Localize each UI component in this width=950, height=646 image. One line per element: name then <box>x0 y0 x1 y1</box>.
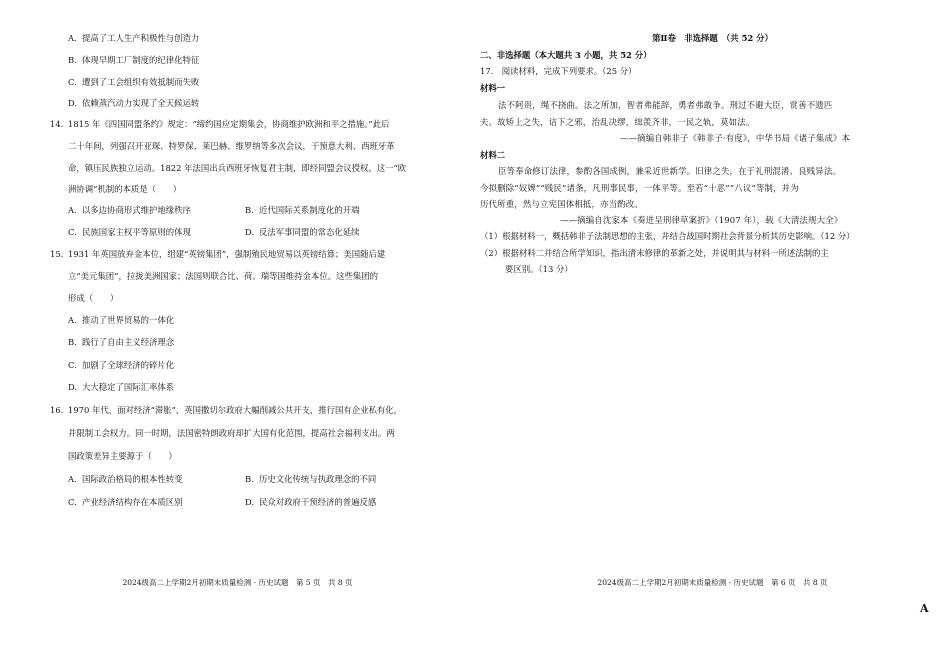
q15-stem-line: 立“美元集团”，拉拢美洲国家；法国则联合比、荷、瑞等国维持金本位。这些集团的 <box>68 271 379 281</box>
q17-intro: 17. 阅读材料，完成下列要求。（25 分） <box>480 66 637 76</box>
q13-option-d[interactable]: D. 依赖蒸汽动力实现了全天候运转 <box>68 98 200 108</box>
material-2-line: 臣等奉命修订法律，参酌各国成例，兼采近世新学。旧律之失，在于礼刑混淆、良贱异法。 <box>498 166 841 176</box>
material-2-line: 今拟删除“奴婢”“贱民”诸条，凡刑事民事，一体平等。至若“十恶”“八议”等制，并为 <box>480 183 799 193</box>
page-footer: 2024级高二上学期2月初期末质量检测 · 历史试题 第 5 页 共 8 页 <box>122 578 353 587</box>
q15-stem-line: 形成（ ） <box>68 293 119 303</box>
right-page <box>475 0 950 646</box>
section-title: 第Ⅱ卷 非选择题 （共 52 分） <box>652 33 773 43</box>
q15-number: 15. <box>50 249 64 259</box>
q14-option-a[interactable]: A. 以多边协商形式维护地缘秩序 <box>68 205 191 215</box>
q15-stem-line: 1931 年英国放弃金本位，组建“英镑集团”，强制殖民地贸易以英镑结算；美国随后建 <box>68 249 386 259</box>
material-1-source: ——摘编自韩非子《韩非子·有度》，中华书局《诸子集成》本 <box>620 133 851 143</box>
q14-stem-line: 洲协调”机制的本质是（ ） <box>68 184 182 194</box>
q14-option-b[interactable]: B. 近代国际关系制度化的开端 <box>245 205 360 215</box>
q16-option-b[interactable]: B. 历史文化传统与执政理念的不同 <box>245 474 377 484</box>
q14-number: 14. <box>50 119 64 129</box>
section-heading: 二、非选择题（本大题共 3 小题，共 52 分） <box>480 50 652 60</box>
q14-stem-line: 命，镇压民族独立运动。1822 年法国出兵西班牙恢复君主制，即经同盟会议授权。这一“欧 <box>68 163 407 173</box>
q13-option-c[interactable]: C. 遭到了工会组织有效抵制而失败 <box>68 77 200 87</box>
requirement-2-line: 要区别。（13 分） <box>505 264 573 274</box>
q16-stem-line: 1970 年代，面对经济“滞胀”，英国撒切尔政府大幅削减公共开支，推行国有企业私有化， <box>68 405 403 415</box>
page-footer: 2024级高二上学期2月初期末质量检测 · 历史试题 第 6 页 共 8 页 <box>597 578 828 587</box>
q14-stem-line: 1815 年《四国同盟条约》规定：“缔约国应定期集会，协商维护欧洲和平之措施。”此后 <box>68 119 390 129</box>
q16-option-c[interactable]: C. 产业经济结构存在本质区别 <box>68 497 183 507</box>
material-2-line: 历代所重，然与立宪国体相抵，亦当酌改。 <box>480 199 643 209</box>
requirement-1: （1）根据材料一，概括韩非子法制思想的主张，并结合战国时期社会背景分析其历史影响。（12 分） <box>480 231 855 241</box>
q16-stem-line: 并限制工会权力。同一时期，法国密特朗政府却扩大国有化范围，提高社会福利支出。两 <box>68 428 395 438</box>
paper-version-mark: A <box>920 602 929 615</box>
q15-option-a[interactable]: A. 推动了世界贸易的一体化 <box>68 315 175 325</box>
material-1-line: 法不阿贵，绳不挠曲。法之所加，智者弗能辞，勇者弗敢争。刑过不避大臣，赏善不遗匹 <box>498 100 833 110</box>
q16-stem-line: 国政策差异主要源于（ ） <box>68 451 177 461</box>
q15-option-d[interactable]: D. 大大稳定了国际汇率体系 <box>68 382 175 392</box>
q16-option-a[interactable]: A. 国际政治格局的根本性转变 <box>68 474 183 484</box>
material-2-source: ——摘编自沈家本《奏进呈刑律草案折》（1907 年），载《大清法规大全》 <box>560 215 843 225</box>
q15-option-b[interactable]: B. 践行了自由主义经济理念 <box>68 337 175 347</box>
q14-option-d[interactable]: D. 反法军事同盟的常态化延续 <box>245 227 360 237</box>
q14-stem-line: 二十年间，列强召开亚琛、特罗保、莱巴赫、维罗纳等多次会议，干预意大利、西班牙革 <box>68 141 395 151</box>
q14-option-c[interactable]: C. 民族国家主权平等原则的体现 <box>68 227 191 237</box>
material-2-title: 材料二 <box>480 150 506 160</box>
requirement-2-line: （2）根据材料二并结合所学知识，指出清末修律的革新之处，并说明其与材料一所述法制的主 <box>480 248 829 258</box>
q13-option-b[interactable]: B. 体现早期工厂制度的纪律化特征 <box>68 55 200 65</box>
material-1-title: 材料一 <box>480 83 506 93</box>
q16-option-d[interactable]: D. 民众对政府干预经济的普遍反感 <box>245 497 377 507</box>
q16-number: 16. <box>50 405 64 415</box>
q13-option-a[interactable]: A. 提高了工人生产积极性与创造力 <box>68 33 200 43</box>
q15-option-c[interactable]: C. 加剧了全球经济的碎片化 <box>68 360 175 370</box>
material-1-line: 夫。故矫上之失，诘下之邪，治乱决缪，绌羡齐非，一民之轨，莫如法。 <box>480 117 755 127</box>
